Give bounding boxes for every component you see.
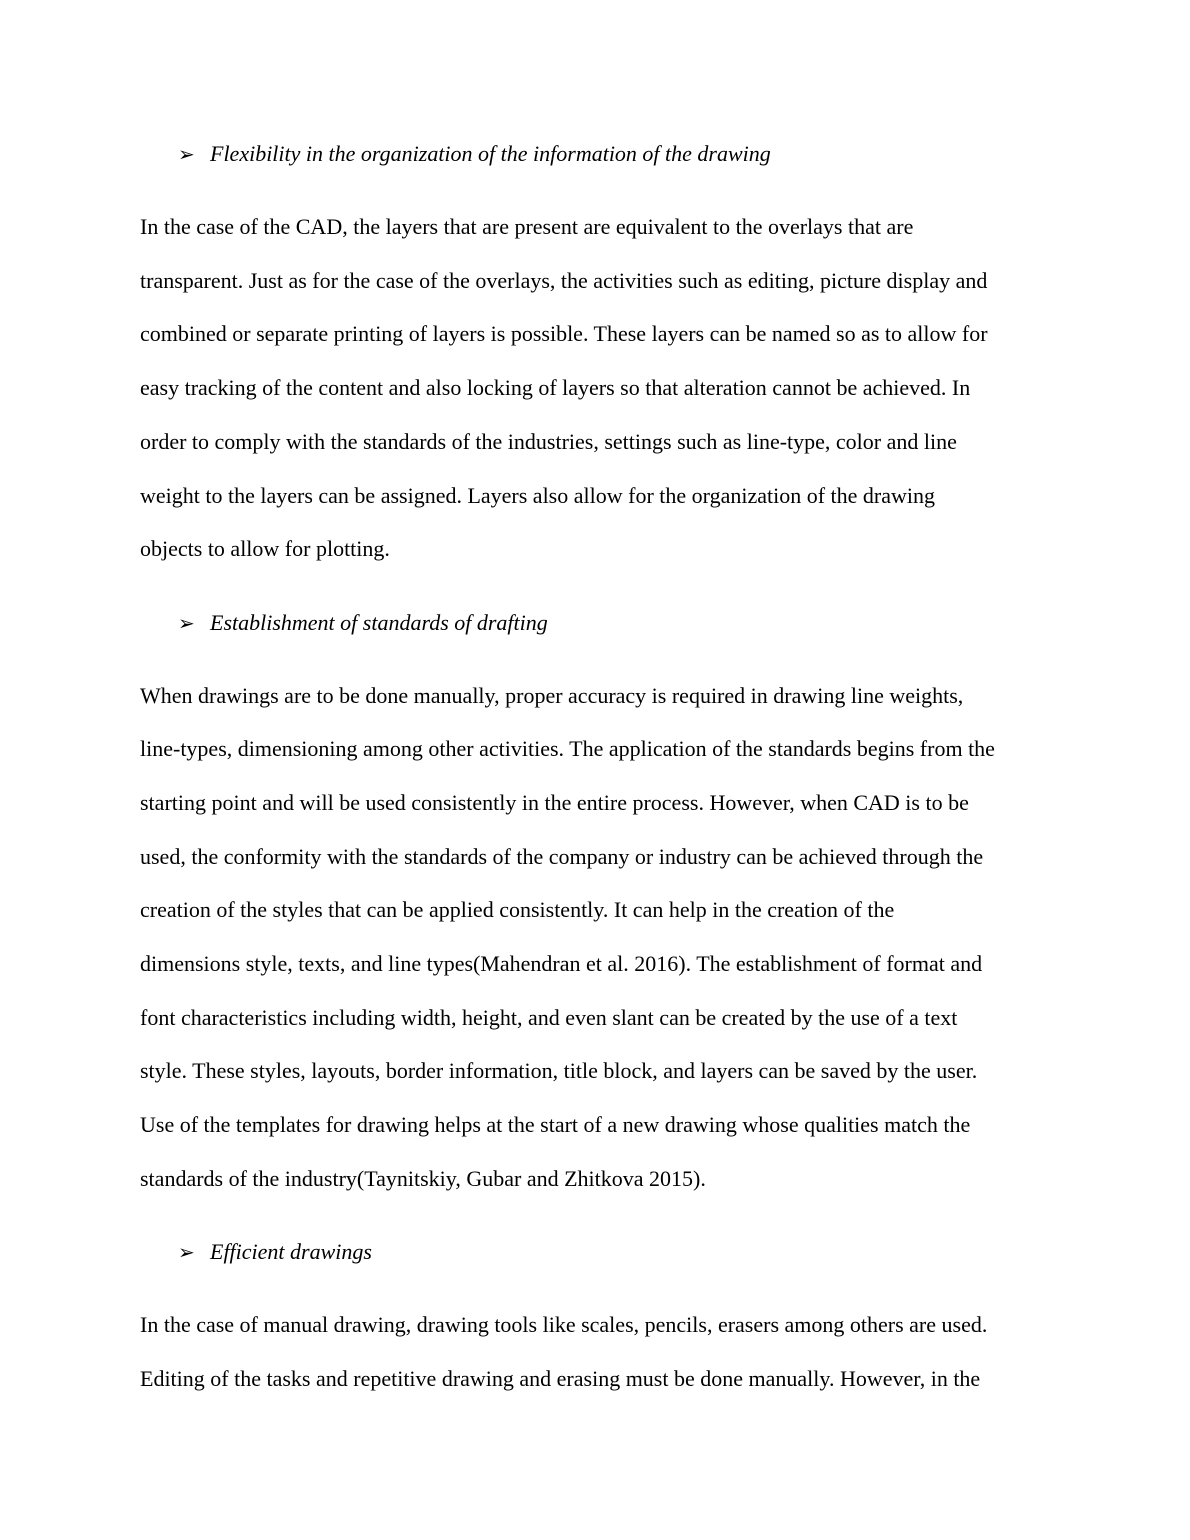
heading-text: Efficient drawings	[210, 1239, 372, 1264]
paragraph-line: starting point and will be used consistently in the entire process. However, when CAD is to be	[140, 790, 969, 815]
paragraph-line: combined or separate printing of layers is possible. These layers can be named so as to allow for	[140, 321, 988, 346]
paragraph-line: Use of the templates for drawing helps at the start of a new drawing whose qualities match the	[140, 1112, 971, 1137]
paragraph-line: standards of the industry(Taynitskiy, Gubar and Zhitkova 2015).	[140, 1166, 706, 1191]
paragraph-line: In the case of manual drawing, drawing tools like scales, pencils, erasers among others are used.	[140, 1312, 988, 1337]
paragraph-line: weight to the layers can be assigned. Layers also allow for the organization of the drawing	[140, 483, 936, 508]
paragraph-line: In the case of the CAD, the layers that are present are equivalent to the overlays that are	[140, 214, 914, 239]
paragraph-line: Editing of the tasks and repetitive drawing and erasing must be done manually. However, in the	[140, 1366, 981, 1391]
paragraph-line: dimensions style, texts, and line types(Mahendran et al. 2016). The establishment of format and	[140, 951, 983, 976]
section-heading	[178, 608, 548, 638]
paragraph-line: font characteristics including width, height, and even slant can be created by the use of a text	[140, 1005, 958, 1030]
section-heading	[178, 1237, 372, 1267]
paragraph-line: used, the conformity with the standards of the company or industry can be achieved through the	[140, 844, 984, 869]
paragraph-line: easy tracking of the content and also locking of layers so that alteration cannot be achieved. In	[140, 375, 971, 400]
heading-text: Establishment of standards of drafting	[210, 610, 548, 635]
paragraph-line: transparent. Just as for the case of the overlays, the activities such as editing, picture display and	[140, 268, 988, 293]
heading-text: Flexibility in the organization of the information of the drawing	[210, 141, 771, 166]
arrow-bullet-icon: ➢	[178, 613, 195, 635]
paragraph-line: objects to allow for plotting.	[140, 536, 390, 561]
section-heading	[178, 139, 771, 169]
arrow-bullet-icon: ➢	[178, 144, 195, 166]
arrow-bullet-icon: ➢	[178, 1242, 195, 1264]
paragraph-line: When drawings are to be done manually, proper accuracy is required in drawing line weights,	[140, 683, 964, 708]
paragraph-line: line-types, dimensioning among other activities. The application of the standards begins from the	[140, 736, 995, 761]
paragraph-line: creation of the styles that can be applied consistently. It can help in the creation of the	[140, 897, 895, 922]
paragraph-line: style. These styles, layouts, border information, title block, and layers can be saved by the user.	[140, 1058, 978, 1083]
paragraph-line: order to comply with the standards of the industries, settings such as line-type, color and line	[140, 429, 957, 454]
